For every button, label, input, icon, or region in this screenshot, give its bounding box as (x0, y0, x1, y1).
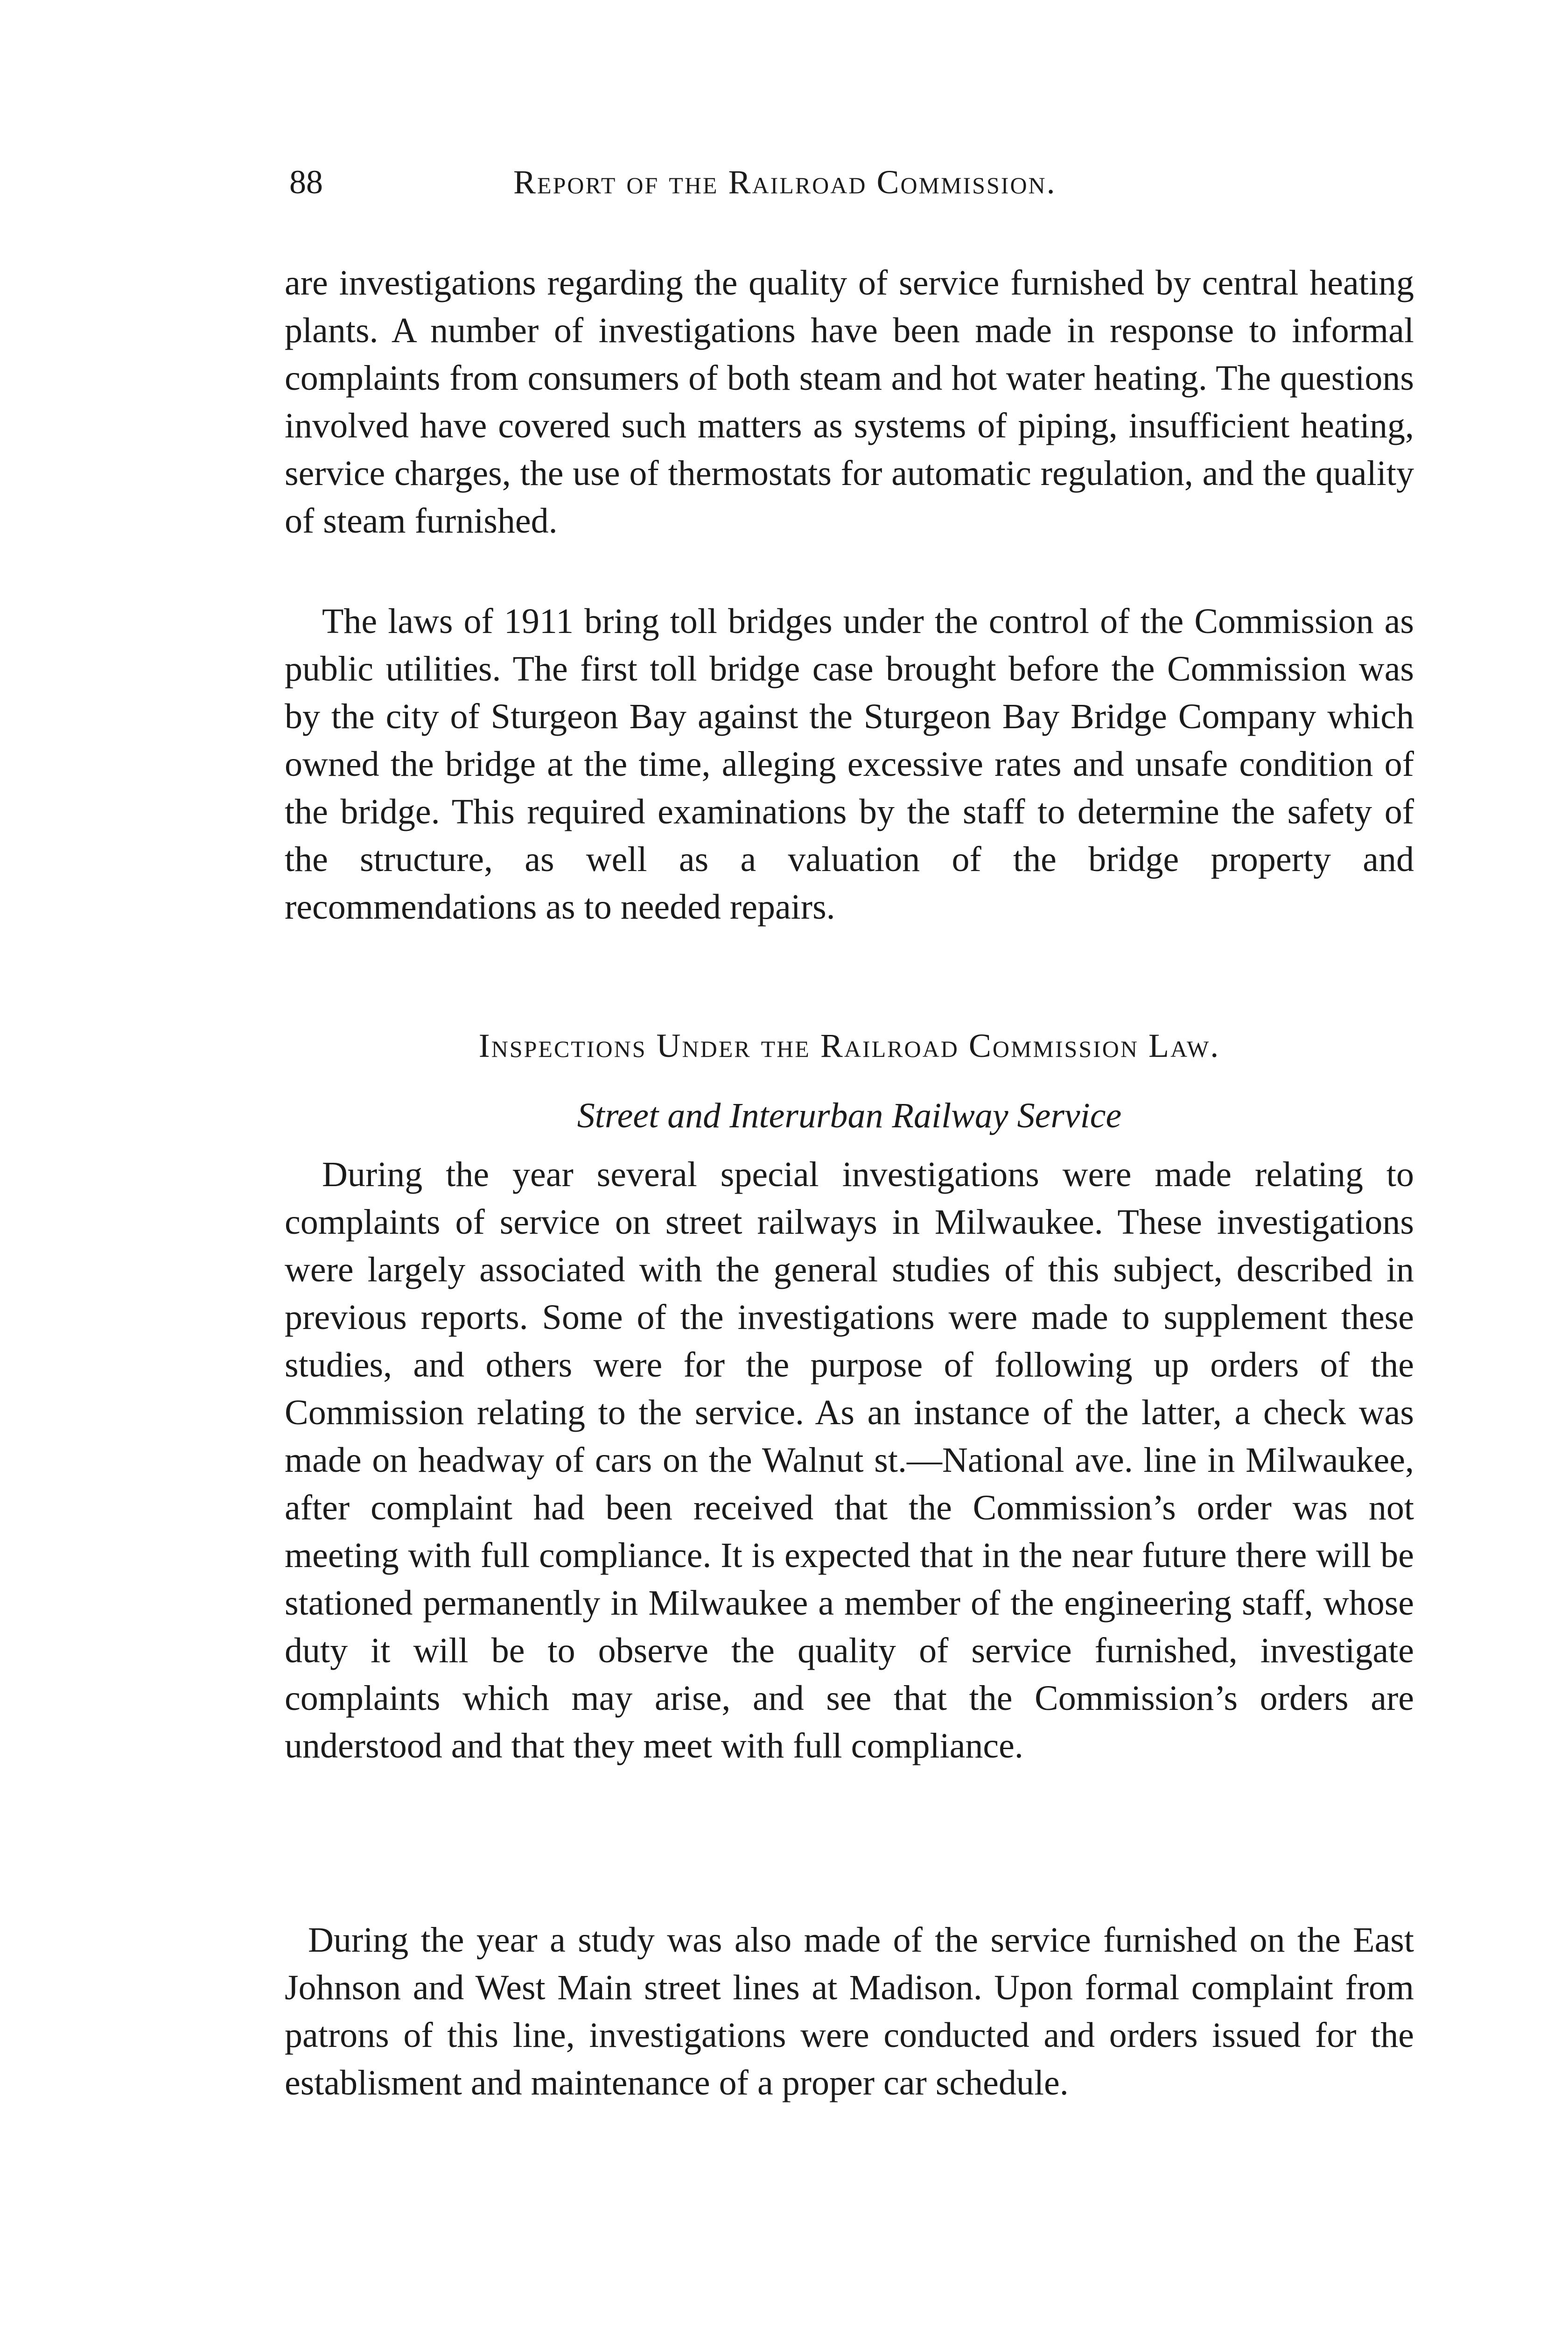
paragraph-toll-bridges: The laws of 1911 bring toll bridges under the control of the Commission as public utilities. The first toll bridge case brought before the Commission was by the city of Sturgeon Bay against the Sturgeon Bay Bridge Company which owned the bridge at the time, alleging excessive rates and unsafe condition of the bridge. This required examinations by the staff to determine the safety of the structure, as well as a valuation of the bridge property and recommendations as to needed repairs. (285, 602, 1414, 927)
running-title: Report of the Railroad Commission. (513, 163, 1057, 201)
section-heading: Inspections Under the Railroad Commission Law. (478, 1027, 1220, 1064)
section-subheading: Street and Interurban Railway Service (577, 1096, 1122, 1135)
paragraph-central-heating: are investigations regarding the quality of service furnished by central heating plants. A number of investigations have been made in response to informal complaints from consumers of both steam and hot water heating. The questions involved have covered such matters as systems of piping, insufficient heating, service charges, the use of thermostats for automatic regulation, and the quality of steam furnished. (285, 263, 1414, 541)
running-head (289, 154, 1419, 210)
paragraph-madison-service: During the year a study was also made of the service furnished on the East Johnson and West Main street lines at Madison. Upon formal complaint from patrons of this line, investigations were conducted and orders issued for the establisment and maintenance of a proper car schedule. (285, 1920, 1414, 2102)
page-number: 88 (289, 163, 323, 201)
paragraph-milwaukee-service: During the year several special investigations were made relating to complaints of service on street railways in Milwaukee. These investigations were largely associated with the general studies of this subject, described in previous reports. Some of the investigations were made to supplement these studies, and others were for the purpose of following up orders of the Commission relating to the service. As an instance of the latter, a check was made on headway of cars on the Walnut st.—National ave. line in Milwaukee, after complaint had been received that the Commission’s order was not meeting with full compliance. It is expected that in the near future there will be stationed permanently in Milwaukee a member of the engineering staff, whose duty it will be to observe the quality of service furnished, investigate complaints which may arise, and see that the Commission’s orders are understood and that they meet with full compliance. (285, 1155, 1414, 1765)
